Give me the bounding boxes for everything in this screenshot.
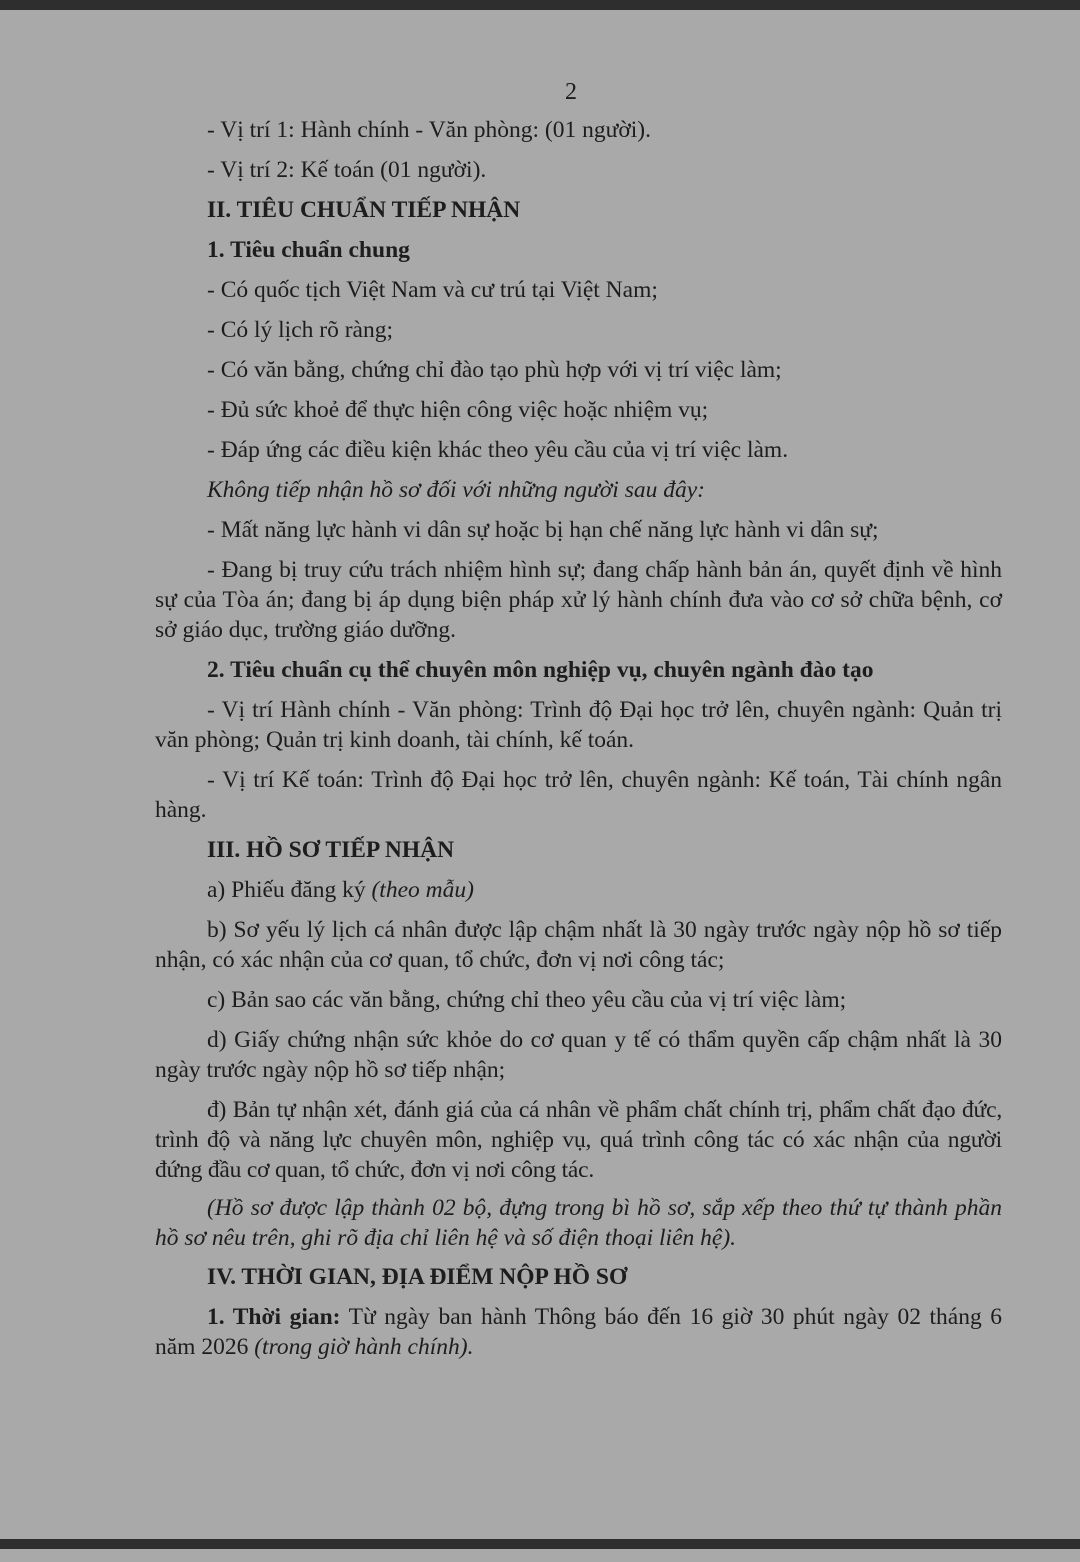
doc-item-a [155, 875, 1002, 905]
exclusion-civil-capacity: - Mất năng lực hành vi dân sự hoặc bị hạn chế năng lực hành vi dân sự; [207, 517, 879, 543]
specific-admin-office: - Vị trí Hành chính - Văn phòng: Trình độ Đại học trở lên, chuyên ngành: Quản trị văn phòng; Quản trị kinh doanh, tài chính, kế toán. [155, 697, 1002, 753]
criteria-nationality: - Có quốc tịch Việt Nam và cư trú tại Việt Nam; [207, 277, 658, 303]
criteria-background: - Có lý lịch rõ ràng; [207, 317, 394, 343]
exclusion-title: Không tiếp nhận hồ sơ đối với những người sau đây: [207, 477, 705, 503]
submission-time-note: (trong giờ hành chính). [254, 1334, 474, 1360]
specific-criteria-heading: 2. Tiêu chuẩn cụ thể chuyên môn nghiệp vụ, chuyên ngành đào tạo [207, 657, 874, 683]
doc-item-b: b) Sơ yếu lý lịch cá nhân được lập chậm nhất là 30 ngày trước ngày nộp hồ sơ tiếp nhận, có xác nhận của cơ quan, tổ chức, đơn vị nơi công tác; [155, 917, 1002, 973]
section-3-heading: III. HỒ SƠ TIẾP NHẬN [207, 837, 455, 863]
exclusion-criminal: - Đang bị truy cứu trách nhiệm hình sự; đang chấp hành bản án, quyết định về hình sự của Tòa án; đang bị áp dụng biện pháp xử lý hành chính đưa vào cơ sở chữa bệnh, cơ sở giáo dục, trường giáo dưỡng. [155, 557, 1002, 643]
submission-time-text: Từ ngày ban hành Thông báo đến 16 giờ 30 phút ngày 02 tháng 6 năm 2026 [155, 1304, 1002, 1360]
section-4-heading: IV. THỜI GIAN, ĐỊA ĐIỂM NỘP HỒ SƠ [207, 1264, 628, 1290]
dossier-note: (Hồ sơ được lập thành 02 bộ, đựng trong bì hồ sơ, sắp xếp theo thứ tự thành phần hồ sơ nêu trên, ghi rõ địa chỉ liên hệ và số điện thoại liên hệ). [155, 1195, 1002, 1251]
doc-item-dd: đ) Bản tự nhận xét, đánh giá của cá nhân về phẩm chất chính trị, phẩm chất đạo đức, trình độ và năng lực chuyên môn, nghiệp vụ, quá trình công tác có xác nhận của người đứng đầu cơ quan, tổ chức, đơn vị nơi công tác. [155, 1097, 1002, 1183]
criteria-health: - Đủ sức khoẻ để thực hiện công việc hoặc nhiệm vụ; [207, 397, 709, 423]
position-2-line: - Vị trí 2: Kế toán (01 người). [207, 157, 487, 183]
section-2-heading: II. TIÊU CHUẨN TIẾP NHẬN [207, 197, 521, 223]
doc-item-a-note: (theo mẫu) [371, 877, 474, 903]
criteria-other: - Đáp ứng các điều kiện khác theo yêu cầu của vị trí việc làm. [207, 437, 789, 463]
general-criteria-heading: 1. Tiêu chuẩn chung [207, 237, 410, 263]
submission-time [155, 1302, 1002, 1362]
doc-item-d: d) Giấy chứng nhận sức khỏe do cơ quan y tế có thẩm quyền cấp chậm nhất là 30 ngày trước ngày nộp hồ sơ tiếp nhận; [155, 1027, 1002, 1083]
position-1-line: - Vị trí 1: Hành chính - Văn phòng: (01 người). [207, 117, 651, 143]
doc-item-c: c) Bản sao các văn bằng, chứng chỉ theo yêu cầu của vị trí việc làm; [207, 987, 847, 1013]
criteria-qualifications: - Có văn bằng, chứng chỉ đào tạo phù hợp với vị trí việc làm; [207, 357, 782, 383]
specific-accounting: - Vị trí Kế toán: Trình độ Đại học trở lên, chuyên ngành: Kế toán, Tài chính ngân hàng. [155, 767, 1002, 823]
doc-item-a-text: a) Phiếu đăng ký [207, 877, 372, 903]
submission-time-label: 1. Thời gian: [207, 1304, 341, 1330]
page-number: 2 [565, 79, 577, 105]
